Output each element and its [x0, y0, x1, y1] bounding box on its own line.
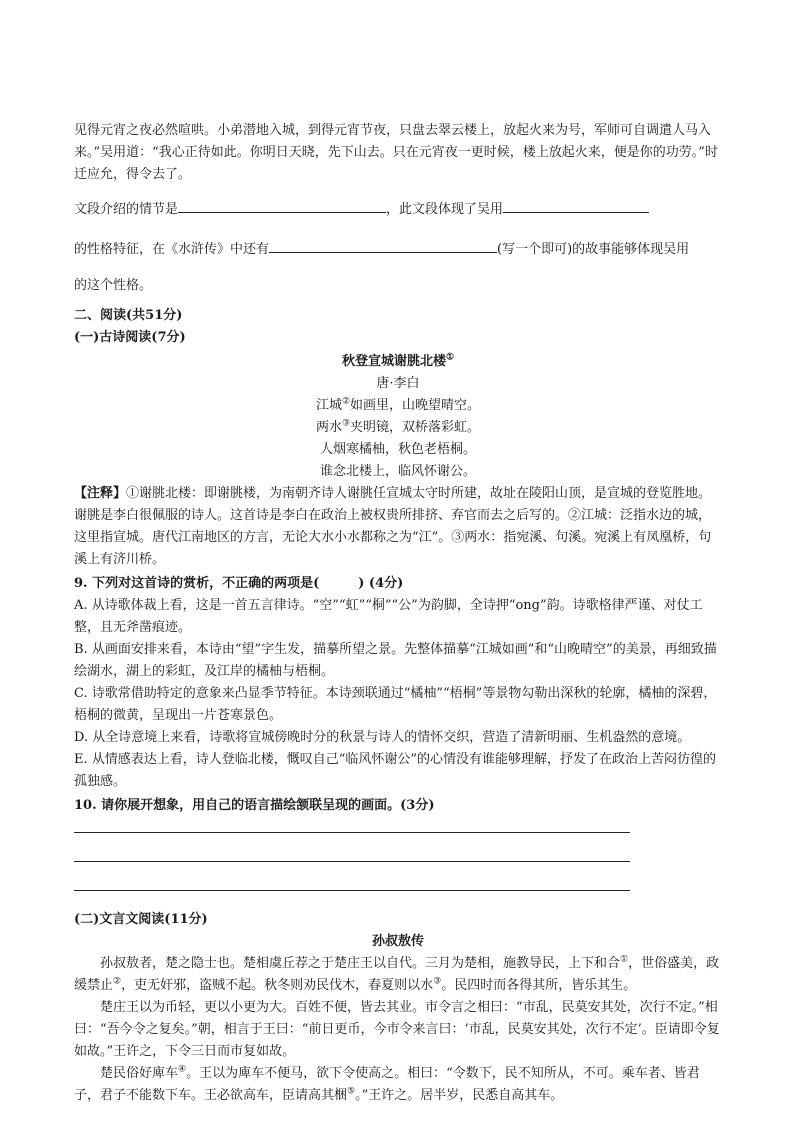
- prose-paragraph-2: 楚庄王以为币轻，更以小更为大。百姓不便，皆去其业。市令言之相曰：“市乱，民莫安其处，次行不定。”相曰：“吾今令之复矣。”朝，相言于王曰：“前日更币，今市令来言曰：‘市乱，民莫安其处，次行不定’。臣请即令复如故。”王许之，下令三日而市复如故。: [74, 1000, 720, 1059]
- fill-text: (写一个即可)的故事能够体现吴用: [497, 242, 690, 257]
- prose-paragraph-1: 孙叔敖者，楚之隐士也。楚相虞丘荐之于楚庄王以自代。三月为楚相，施教导民，上下和合①，世俗盛美，政缓禁止②，吏无奸邪，盗贼不起。秋冬则劝民伐木，春夏则以水③。民四时而各得其所，皆乐其生。: [74, 954, 720, 993]
- option-b[interactable]: B. 从画面安排来看，本诗由“望”字生发，描摹所望之景。先整体描摹“江城如画”和“山晚晴空”的美景，再细致描绘湖水，湖上的彩虹，及江岸的橘柚与梧桐。: [74, 642, 717, 679]
- option-d[interactable]: D. 从全诗意境上来看，诗歌将宣城傍晚时分的秋景与诗人的情怀交织，营造了清新明丽、生机盎然的意境。: [74, 730, 691, 745]
- answer-line[interactable]: [74, 831, 630, 833]
- fill-text: ，此文段体现了吴用: [386, 202, 504, 217]
- poem-title: 秋登宣城谢朓北楼①: [341, 352, 455, 369]
- intro-paragraph: 见得元宵之夜必然喧哄。小弟潜地入城，到得元宵节夜，只盘去翠云楼上，放起火来为号，军师可自调遣人马入来。”吴用道：“我心正待如此。你明日天晓，先下山去。只在元宵夜一更时候，楼上放起火来，便是你的功劳。”时迁应允，得令去了。: [74, 123, 718, 182]
- poem-line: 江城②如画里，山晚望晴空。: [315, 396, 481, 413]
- poem-line: 谁念北楼上，临风怀谢公。: [319, 464, 476, 479]
- document-content: [74, 120, 722, 1107]
- subsection-heading: (二)文言文阅读(11分): [74, 912, 208, 927]
- answer-blank-plot[interactable]: [178, 198, 386, 213]
- option-a[interactable]: A. 从诗歌体裁上看，这是一首五言律诗。“空”“虹”“桐”“公”为韵脚，全诗押“ong”韵。诗歌格律严谨、对仗工整，且无斧凿痕迹。: [74, 598, 703, 635]
- poem-line: 人烟寒橘柚，秋色老梧桐。: [319, 442, 476, 457]
- fill-blank-line-1: [74, 198, 722, 221]
- fill-blank-line-3: 的这个性格。: [74, 278, 153, 293]
- answer-line[interactable]: [74, 889, 630, 891]
- poem-author: 唐·李白: [376, 376, 420, 391]
- section-heading: 二、阅读(共51分): [74, 308, 183, 323]
- option-e[interactable]: E. 从情感表达上看，诗人登临北楼，慨叹自己“临风怀谢公”的心情没有谁能够理解，抒发了在政治上苦闷彷徨的孤独感。: [74, 752, 717, 789]
- fill-text: 文段介绍的情节是: [74, 202, 179, 217]
- answer-blank-trait[interactable]: [503, 198, 649, 213]
- prose-paragraph-3: 楚民俗好庳车④。王以为庳车不便马，欲下令使高之。相曰：“令数下，民不知所从，不可。乘车者、皆君子，君子不能数下车。王必欲高车，臣请高其梱⑤。”王许之。居半岁，民悉自高其车。: [74, 1064, 700, 1103]
- fill-text: 的性格特征，在《水浒传》中还有: [74, 242, 270, 257]
- option-c[interactable]: C. 诗歌常借助特定的意象来凸显季节特征。本诗颈联通过“橘柚”“梧桐”等景物勾勒出深秋的轮廓，橘柚的深碧，梧桐的微黄，呈现出一片苍寒景色。: [74, 686, 717, 723]
- fill-blank-line-2: [74, 238, 722, 261]
- poem-annotation: 【注释】①谢朓北楼：即谢朓楼，为南朝齐诗人谢朓任宣城太守时所建，故址在陵阳山顶，是宣城的登览胜地。谢朓是李白很佩服的诗人。这首诗是李白在政治上被权贵所排挤、弃官而去之后写的。②江城：泛指水边的城，这里指宣城。唐代江南地区的方言，无论大水小水都称之为“江”。③两水：指宛溪、句溪。宛溪上有凤凰桥，句溪上有济川桥。: [74, 486, 712, 567]
- answer-line[interactable]: [74, 860, 630, 862]
- subsection-heading: (一)古诗阅读(7分): [74, 330, 186, 345]
- poem-line: 两水③夹明镜，双桥落彩虹。: [315, 418, 481, 435]
- question-9-stem: 9. 下列对这首诗的赏析，不正确的两项是( ) (4分): [74, 576, 404, 591]
- question-10-stem: 10. 请你展开想象，用自己的语言描绘颔联呈现的画面。(3分): [74, 798, 435, 813]
- answer-blank-story[interactable]: [269, 238, 497, 253]
- prose-title: 孙叔敖传: [371, 934, 424, 949]
